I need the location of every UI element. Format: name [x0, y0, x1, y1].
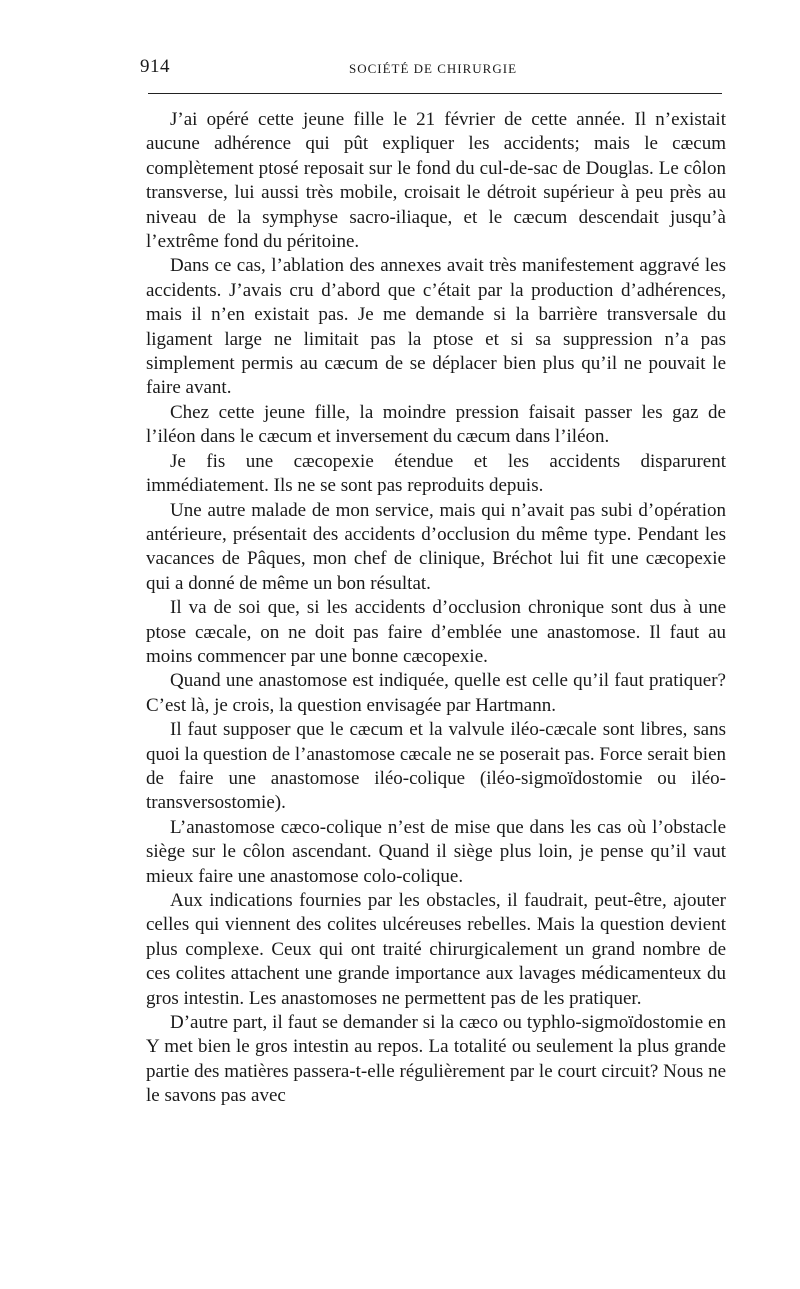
- paragraph: Il faut supposer que le cæcum et la valvule iléo-cæcale sont libres, sans quoi la question de l’anastomose cæcale ne se poserait pas. Force serait bien de faire une anastomose iléo-colique (iléo-sigmoïdostomie ou iléo-transversostomie).: [146, 719, 726, 814]
- running-title: SOCIÉTÉ DE CHIRURGIE: [348, 61, 518, 76]
- paragraph: L’anastomose cæco-colique n’est de mise que dans les cas où l’obstacle siège sur le côlon ascendant. Quand il siège plus loin, je pense qu’il vaut mieux faire une anastomose colo-colique.: [146, 816, 726, 887]
- paragraph: Une autre malade de mon service, mais qui n’avait pas subi d’opération antérieure, présentait des accidents d’occlusion du même type. Pendant les vacances de Pâques, mon chef de clinique, Bréchot lui fit une cæcopexie qui a donné de même un bon résultat.: [146, 499, 726, 594]
- body-text: [146, 108, 726, 1109]
- page-number: 914: [140, 56, 170, 77]
- paragraph: Il va de soi que, si les accidents d’occlusion chronique sont dus à une ptose cæcale, on ne doit pas faire d’emblée une anastomose. Il faut au moins commencer par une bonne cæcopexie.: [146, 597, 726, 667]
- paragraph: Quand une anastomose est indiquée, quelle est celle qu’il faut pratiquer? C’est là, je crois, la question envisagée par Hartmann.: [146, 670, 726, 716]
- paragraph: D’autre part, il faut se demander si la cæco ou typhlo-sigmoïdostomie en Y met bien le gros intestin au repos. La totalité ou seulement la plus grande partie des matières passera-t-elle régulièrement par le court circuit? Nous ne le savons pas avec: [146, 1012, 726, 1107]
- paragraph: Dans ce cas, l’ablation des annexes avait très manifestement aggravé les accidents. J’avais cru d’abord que c’était par la production d’adhérences, mais il n’en existait pas. Je me demande si la barrière transversale du ligament large ne limitait pas la ptose et si sa suppression n’a pas simplement permis au cæcum de se déplacer bien plus qu’il ne pouvait le faire avant.: [146, 255, 726, 399]
- paragraph: Je fis une cæcopexie étendue et les accidents disparurent immédiatement. Ils ne se sont pas reproduits depuis.: [146, 450, 726, 497]
- paragraph: J’ai opéré cette jeune fille le 21 février de cette année. Il n’existait aucune adhérence qui pût expliquer les accidents; mais le cæcum complètement ptosé reposait sur le fond du cul-de-sac de Douglas. Le côlon transverse, lui aussi très mobile, croisait le détroit supérieur à peu près au niveau de la symphyse sacro-iliaque, et le cæcum descendait jusqu’à l’extrême fond du péritoine.: [146, 109, 726, 253]
- page-header: [140, 56, 726, 86]
- paragraph: Aux indications fournies par les obstacles, il faudrait, peut-être, ajouter celles qui viennent des colites ulcéreuses rebelles. Mais la question devient plus complexe. Ceux qui ont traité chirurgicalement un grand nombre de ces colites attachent une grande importance aux lavages médicamenteux du gros intestin. Les anastomoses ne permettent pas de les pratiquer.: [146, 890, 726, 1009]
- paragraph: Chez cette jeune fille, la moindre pression faisait passer les gaz de l’iléon dans le cæcum et inversement du cæcum dans l’iléon.: [146, 401, 726, 448]
- header-rule: [148, 93, 722, 94]
